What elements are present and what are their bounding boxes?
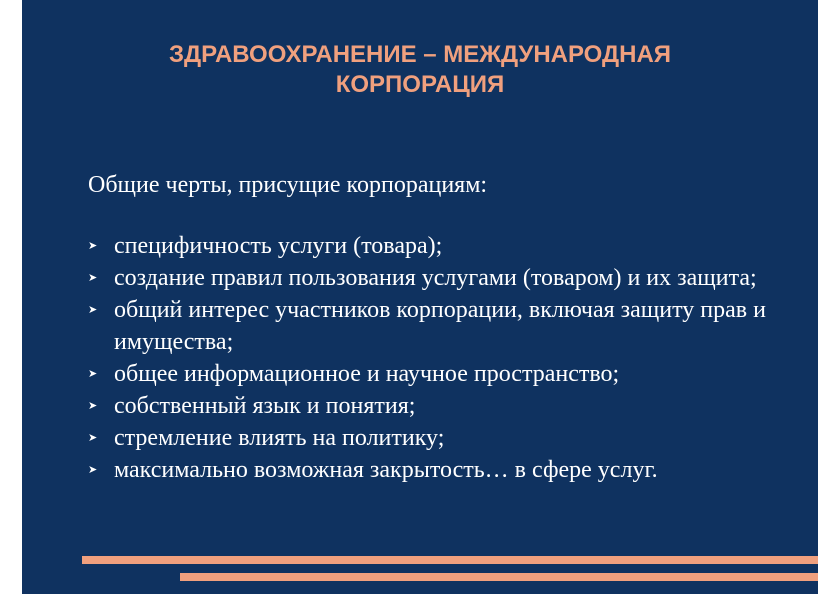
bullet-text: создание правил пользования услугами (товаром) и их защита; bbox=[114, 265, 757, 291]
intro-text: Общие черты, присущие корпорациям: bbox=[88, 172, 488, 198]
bullet-item bbox=[88, 390, 808, 422]
decorative-bar-top bbox=[82, 556, 818, 564]
arrow-bullet-icon: ➤ bbox=[88, 367, 98, 380]
arrow-bullet-icon: ➤ bbox=[88, 463, 98, 476]
slide-title-line-1: ЗДРАВООХРАНЕНИЕ – МЕЖДУНАРОДНАЯ bbox=[168, 41, 672, 68]
bullet-item bbox=[88, 454, 808, 486]
bullet-text: общее информационное и научное пространство; bbox=[114, 361, 620, 387]
bullet-text: общий интерес участников корпорации, включая защиту прав и имущества; bbox=[114, 297, 766, 355]
bullet-item bbox=[88, 422, 808, 454]
bullet-list bbox=[88, 230, 808, 486]
arrow-bullet-icon: ➤ bbox=[88, 239, 98, 252]
bullet-item bbox=[88, 230, 808, 262]
bullet-text: стремление влиять на политику; bbox=[114, 425, 445, 451]
bullet-item bbox=[88, 262, 808, 294]
slide-title bbox=[22, 40, 818, 100]
bullet-text: собственный язык и понятия; bbox=[114, 393, 416, 419]
bullet-text: максимально возможная закрытость… в сфере услуг. bbox=[114, 457, 658, 483]
slide bbox=[22, 0, 818, 594]
arrow-bullet-icon: ➤ bbox=[88, 399, 98, 412]
slide-content bbox=[88, 170, 808, 486]
bullet-item bbox=[88, 294, 808, 358]
arrow-bullet-icon: ➤ bbox=[88, 271, 98, 284]
slide-title-line-2: КОРПОРАЦИЯ bbox=[335, 71, 505, 98]
arrow-bullet-icon: ➤ bbox=[88, 303, 98, 316]
bullet-text: специфичность услуги (товара); bbox=[114, 233, 443, 259]
arrow-bullet-icon: ➤ bbox=[88, 431, 98, 444]
bullet-item bbox=[88, 358, 808, 390]
decorative-bar-bottom bbox=[180, 573, 818, 581]
